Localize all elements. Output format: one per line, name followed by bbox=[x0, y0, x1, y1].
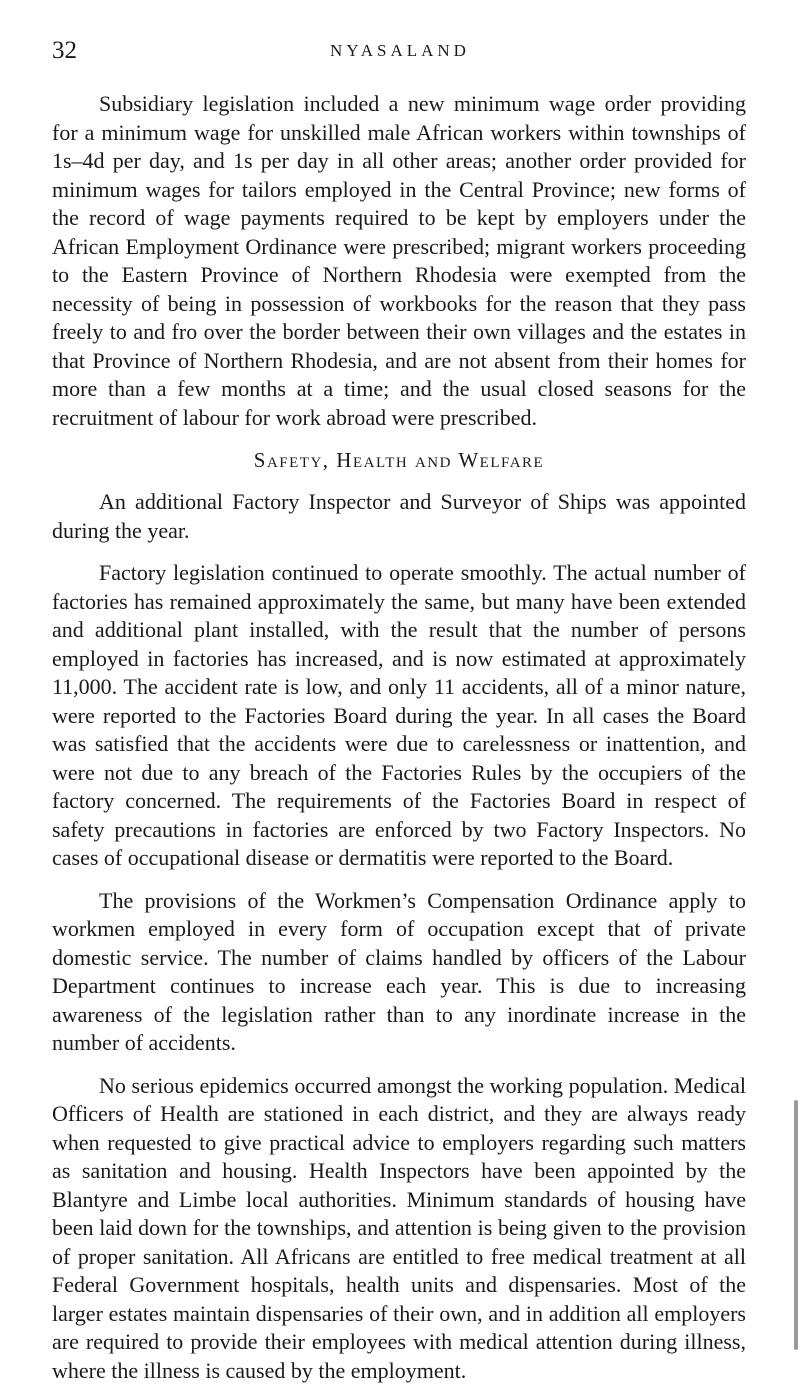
page-number: 32 bbox=[52, 37, 77, 64]
body-text bbox=[52, 90, 746, 1399]
paragraph-factory-legislation: Factory legislation continued to operate smoothly. The actual number of factories has remained approximately the same, but many have been extended and additional plant installed, with the result that the number of persons employed in factories has increased, and is now estimated at approximately 11,000. The accident rate is low, and only 11 accidents, all of a minor nature, were reported to the Factories Board during the year. In all cases the Board was satisfied that the accidents were due to carelessness or inattention, and were not due to any breach of the Factories Rules by the occupiers of the factory concerned. The requirements of the Factories Board in respect of safety precautions in factories are enforced by two Factory Inspectors. No cases of occupational disease or dermatitis were reported to the Board. bbox=[52, 560, 746, 870]
running-head: NYASALAND bbox=[330, 41, 470, 60]
paragraph-subsidiary-legislation: Subsidiary legislation included a new minimum wage order providing for a minimum wage for unskilled male African workers within townships of 1s–4d per day, and 1s per day in all other areas; another order provided for minimum wages for tailors employed in the Central Province; new forms of the record of wage payments required to be kept by employers under the African Employment Ordinance were prescribed; migrant workers proceeding to the Eastern Province of Northern Rhodesia were exempted from the necessity of being in possession of workbooks for the reason that they pass freely to and fro over the border between their own villages and the estates in that Province of Northern Rhodesia, and are not absent from their homes for more than a few months at a time; and the usual closed seasons for the recruitment of labour for work abroad were prescribed. bbox=[52, 91, 746, 430]
paragraph-factory-inspector: An additional Factory Inspector and Surveyor of Ships was appointed during the year. bbox=[52, 489, 746, 543]
section-heading: Safety, Health and Welfare bbox=[253, 448, 545, 472]
page-edge-shadow bbox=[794, 1100, 798, 1350]
paragraph-epidemics-and-health: No serious epidemics occurred amongst the working population. Medical Officers of Health are stationed in each district, and they are always ready when requested to give practical advice to employers regarding such matters as sanitation and housing. Health Inspectors have been appointed by the Blantyre and Limbe local authorities. Minimum standards of housing have been laid down for the townships, and attention is being given to the provision of proper sanitation. All Africans are entitled to free medical treatment at all Federal Government hospitals, health units and dispensaries. Most of the larger estates maintain dispensaries of their own, and in addition all employers are required to provide their employees with medical attention during illness, where the illness is caused by the employment. bbox=[52, 1072, 746, 1383]
paragraph-workmens-compensation: The provisions of the Workmen’s Compensation Ordinance apply to workmen employed in every form of occupation except that of private domestic service. The number of claims handled by officers of the Labour Department continues to increase each year. This is due to increasing awareness of the legislation rather than to any inordinate increase in the number of accidents. bbox=[52, 887, 746, 1055]
